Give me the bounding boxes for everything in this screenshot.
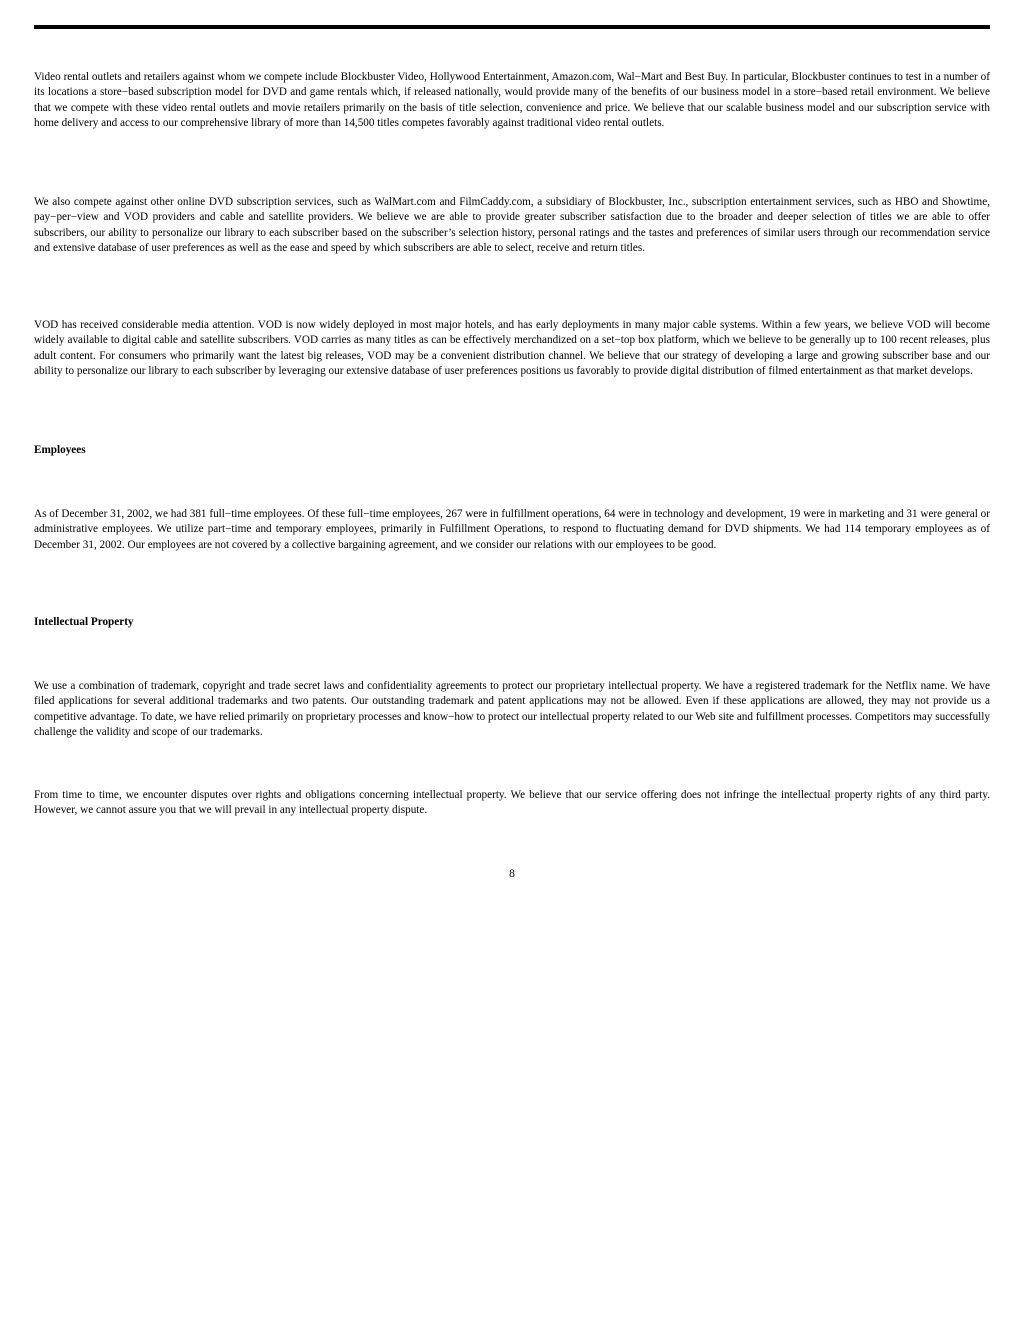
- paragraph-ip-disputes: From time to time, we encounter disputes over rights and obligations concerning intellectual property. We believe that our service offering does not infringe the intellectual property rights of any third party. However, we cannot assure you that we will prevail in any intellectual property dispute.: [34, 789, 990, 817]
- top-rule-divider: [34, 25, 990, 29]
- paragraph-employees: As of December 31, 2002, we had 381 full−time employees. Of these full−time employees, 267 were in fulfillment operations, 64 were in technology and development, 19 were in marketing and 31 were general or administrative employees. We utilize part−time and temporary employees, primarily in Fulfillment Operations, to respond to fluctuating demand for DVD shipments. We had 114 temporary employees as of December 31, 2002. Our employees are not covered by a collective bargaining agreement, and we consider our relations with our employees to be good.: [34, 508, 990, 551]
- heading-employees: Employees: [34, 444, 86, 456]
- paragraph-ip-protection: We use a combination of trademark, copyright and trade secret laws and confidentiality agreements to protect our proprietary intellectual property. We have a registered trademark for the Netflix name. We have filed applications for several additional trademarks and two patents. Our outstanding trademark and patent applications may not be allowed. Even if these applications are allowed, they may not provide us a competitive advantage. To date, we have relied primarily on proprietary processes and know−how to protect our intellectual property related to our Web site and fulfillment processes. Competitors may successfully challenge the validity and scope of our trademarks.: [34, 680, 990, 739]
- page-number: 8: [509, 868, 515, 880]
- paragraph-competitors-retail: Video rental outlets and retailers against whom we compete include Blockbuster Video, Hollywood Entertainment, Amazon.com, Wal−Mart and Best Buy. In particular, Blockbuster continues to test in a number of its locations a store−based subscription model for DVD and game rentals which, if released nationally, would provide many of the benefits of our business model in a store−based retail environment. We believe that we compete with these video rental outlets and movie retailers primarily on the basis of title selection, convenience and price. We believe that our scalable business model and our subscription service with home delivery and access to our comprehensive library of more than 14,500 titles competes favorably against traditional video rental outlets.: [34, 71, 990, 130]
- paragraph-vod: VOD has received considerable media attention. VOD is now widely deployed in most major hotels, and has early deployments in many major cable systems. Within a few years, we believe VOD will become widely available to digital cable and satellite subscribers. VOD carries as many titles as can be effectively merchandized on a set−top box platform, which we believe to be generally up to 100 recent releases, plus adult content. For consumers who primarily want the latest big releases, VOD may be a convenient distribution channel. We believe that our strategy of developing a large and growing subscriber base and our ability to personalize our library to each subscriber by leveraging our extensive database of user preferences positions us favorably to provide digital distribution of filmed entertainment as that market develops.: [34, 319, 990, 378]
- heading-intellectual-property: Intellectual Property: [34, 616, 134, 628]
- paragraph-competitors-online: We also compete against other online DVD subscription services, such as WalMart.com and FilmCaddy.com, a subsidiary of Blockbuster, Inc., subscription entertainment services, such as HBO and Showtime, pay−per−view and VOD providers and cable and satellite providers. We believe we are able to provide greater subscriber satisfaction due to the broader and deeper selection of titles we are able to offer subscribers, our ability to personalize our library to each subscriber based on the subscriber’s selection history, personal ratings and the tastes and preferences of similar users through our recommendation service and extensive database of user preferences as well as the ease and speed by which subscribers are able to select, receive and return titles.: [34, 196, 990, 255]
